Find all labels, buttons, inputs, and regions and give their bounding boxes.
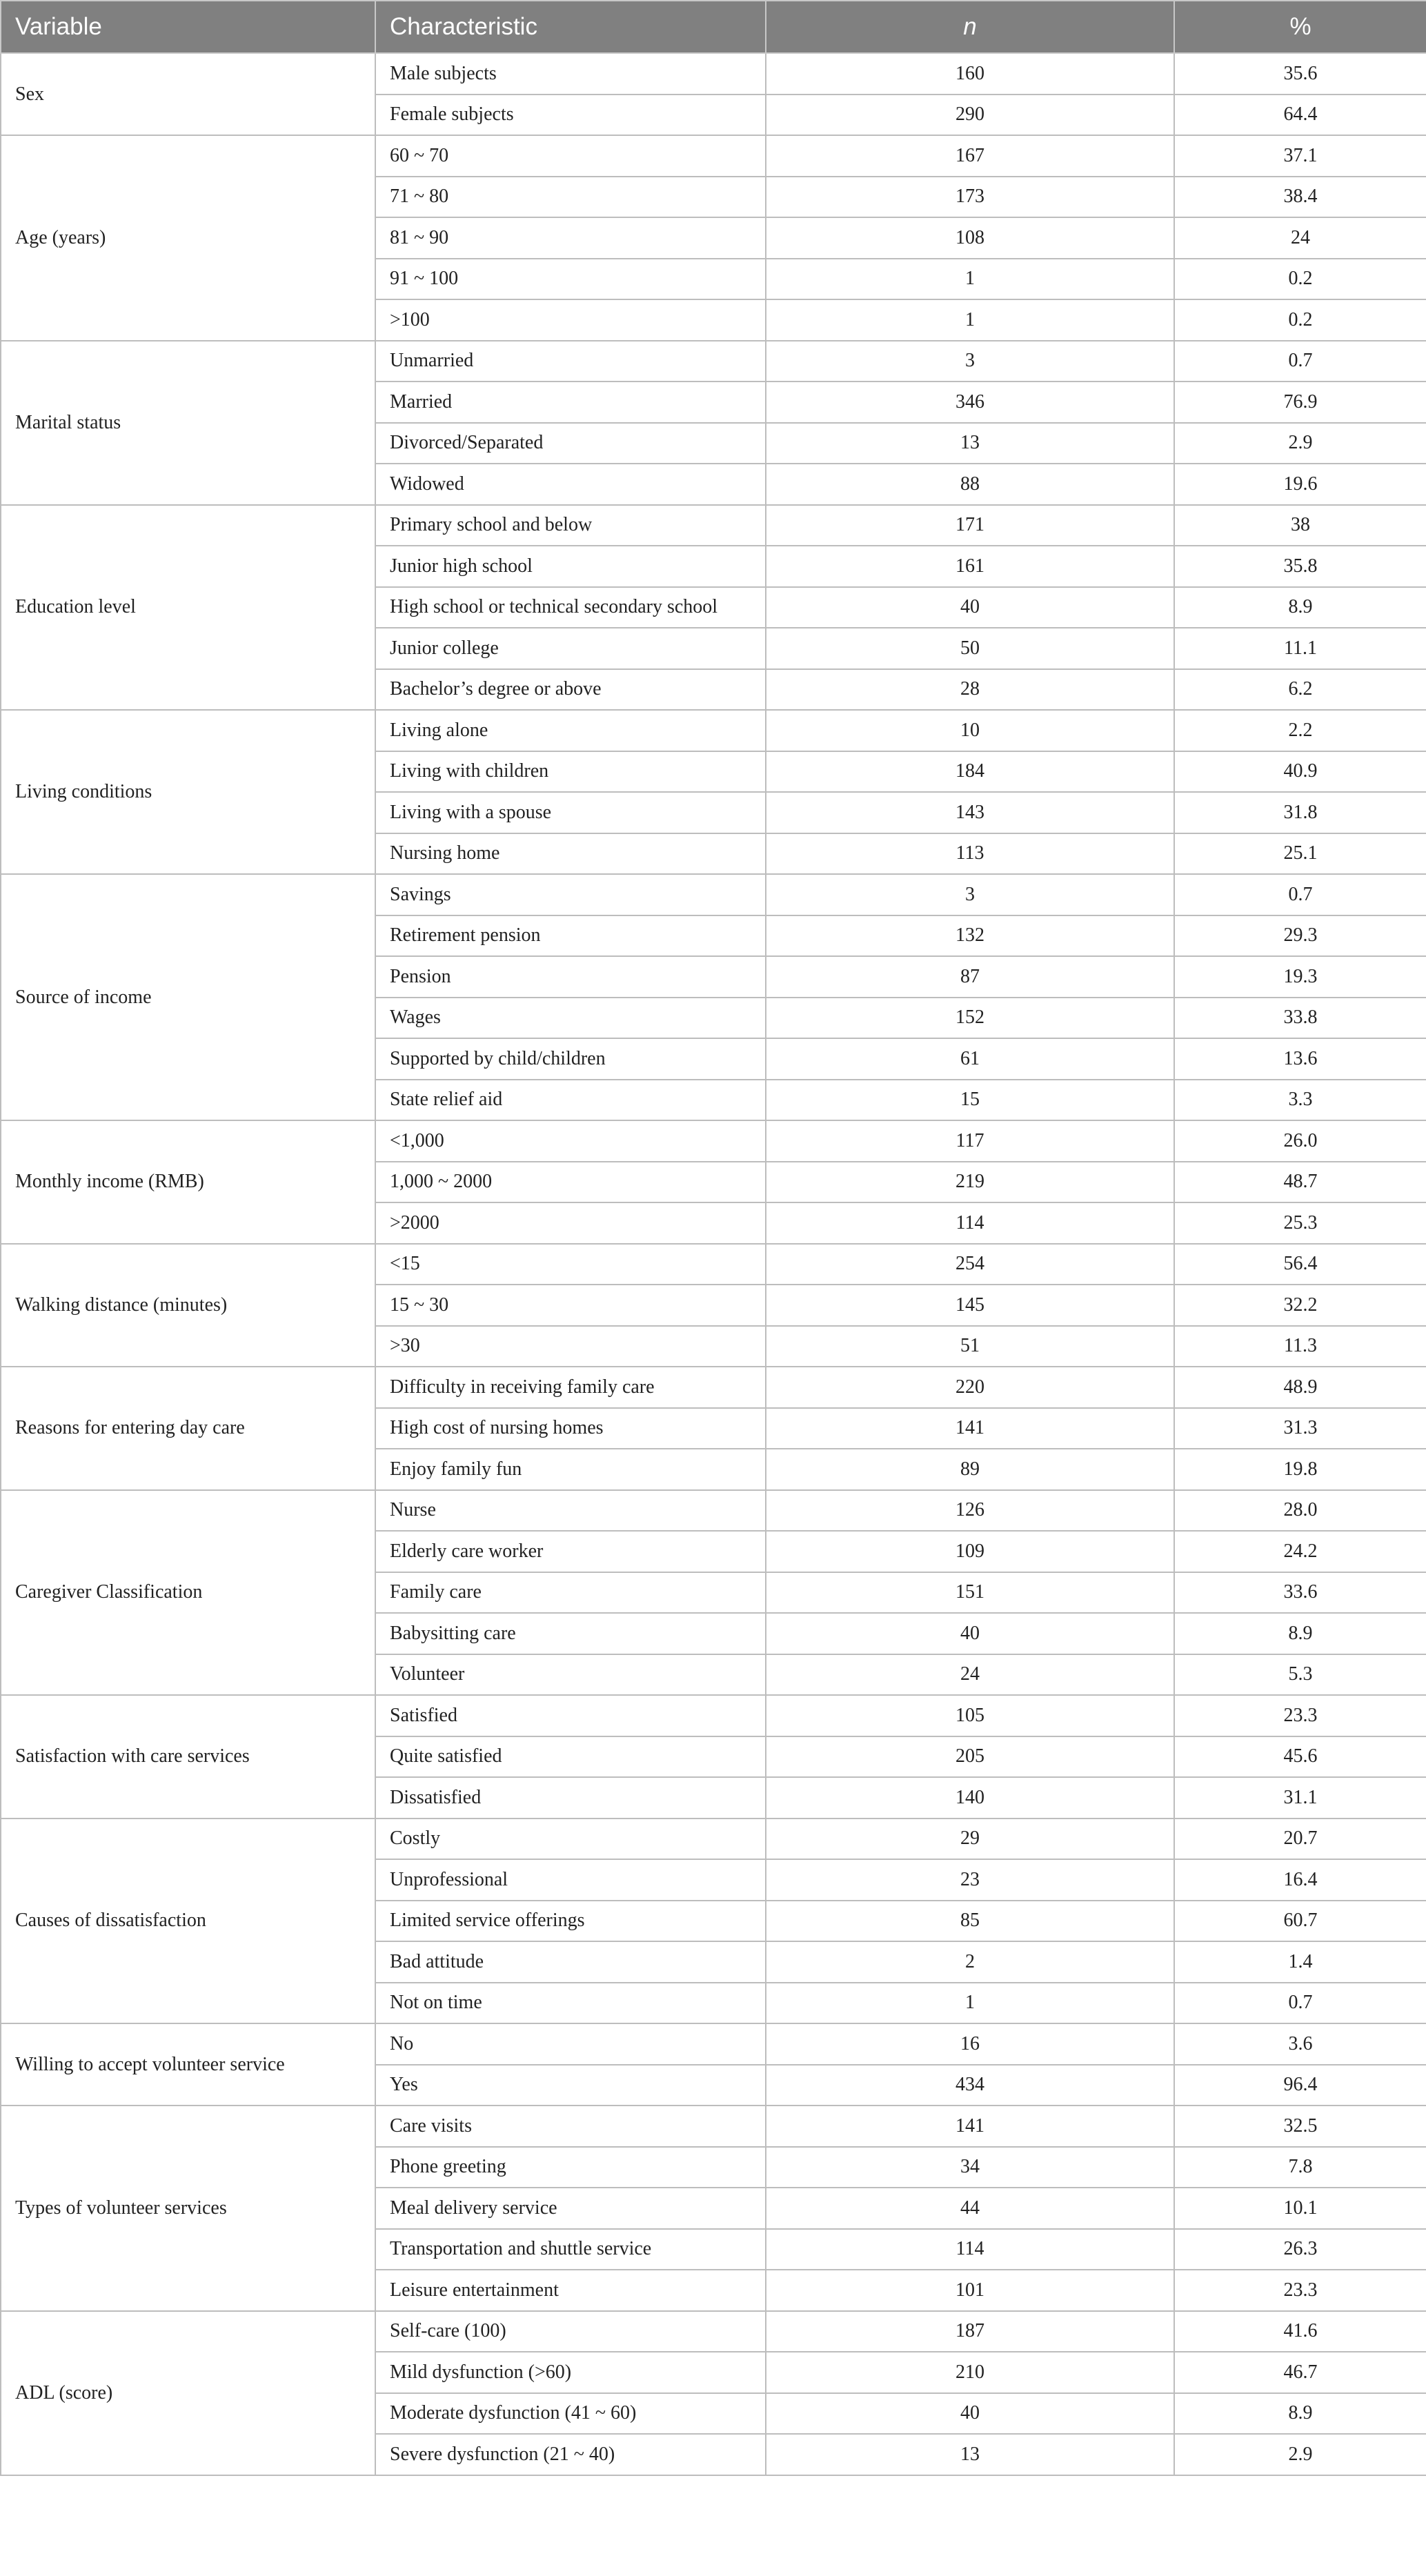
- percent-cell: 10.1: [1174, 2188, 1426, 2229]
- characteristic-cell: Elderly care worker: [375, 1531, 766, 1572]
- percent-cell: 23.3: [1174, 2270, 1426, 2311]
- characteristic-cell: Phone greeting: [375, 2147, 766, 2188]
- count-cell: 1: [766, 1983, 1174, 2024]
- characteristic-cell: Unmarried: [375, 341, 766, 382]
- count-cell: 220: [766, 1367, 1174, 1408]
- characteristic-cell: Leisure entertainment: [375, 2270, 766, 2311]
- count-cell: 40: [766, 587, 1174, 628]
- characteristic-cell: Bad attitude: [375, 1941, 766, 1983]
- characteristic-cell: 15 ~ 30: [375, 1285, 766, 1326]
- count-cell: 3: [766, 874, 1174, 915]
- percent-cell: 3.6: [1174, 2023, 1426, 2065]
- count-cell: 161: [766, 546, 1174, 587]
- count-cell: 160: [766, 53, 1174, 95]
- count-cell: 254: [766, 1244, 1174, 1285]
- count-cell: 109: [766, 1531, 1174, 1572]
- percent-cell: 24: [1174, 217, 1426, 259]
- header-variable: Variable: [1, 1, 375, 53]
- characteristic-cell: 91 ~ 100: [375, 259, 766, 300]
- variable-cell: Satisfaction with care services: [1, 1695, 375, 1819]
- count-cell: 210: [766, 2352, 1174, 2393]
- variable-cell: Walking distance (minutes): [1, 1244, 375, 1367]
- variable-cell: Marital status: [1, 341, 375, 505]
- percent-cell: 31.8: [1174, 792, 1426, 833]
- variable-cell: Causes of dissatisfaction: [1, 1819, 375, 2024]
- characteristic-cell: Living with children: [375, 751, 766, 793]
- characteristic-cell: Married: [375, 382, 766, 423]
- characteristic-cell: Junior college: [375, 628, 766, 669]
- variable-cell: Source of income: [1, 874, 375, 1120]
- percent-cell: 11.1: [1174, 628, 1426, 669]
- percent-cell: 2.2: [1174, 710, 1426, 751]
- characteristic-cell: Savings: [375, 874, 766, 915]
- table-row: [1, 341, 1426, 382]
- characteristic-cell: Volunteer: [375, 1654, 766, 1696]
- header-row: [1, 1, 1426, 53]
- count-cell: 13: [766, 2434, 1174, 2475]
- count-cell: 141: [766, 2106, 1174, 2147]
- characteristic-cell: <1,000: [375, 1120, 766, 1162]
- count-cell: 23: [766, 1859, 1174, 1901]
- count-cell: 34: [766, 2147, 1174, 2188]
- characteristic-cell: >2000: [375, 1202, 766, 1244]
- count-cell: 141: [766, 1408, 1174, 1449]
- characteristic-cell: Wages: [375, 998, 766, 1039]
- count-cell: 145: [766, 1285, 1174, 1326]
- count-cell: 50: [766, 628, 1174, 669]
- characteristic-cell: Divorced/Separated: [375, 423, 766, 464]
- characteristic-cell: Mild dysfunction (>60): [375, 2352, 766, 2393]
- header-characteristic: Characteristic: [375, 1, 766, 53]
- characteristic-cell: Supported by child/children: [375, 1038, 766, 1080]
- count-cell: 3: [766, 341, 1174, 382]
- count-cell: 105: [766, 1695, 1174, 1736]
- percent-cell: 0.7: [1174, 874, 1426, 915]
- characteristic-cell: High school or technical secondary school: [375, 587, 766, 628]
- characteristic-cell: Enjoy family fun: [375, 1449, 766, 1490]
- count-cell: 10: [766, 710, 1174, 751]
- characteristic-cell: 60 ~ 70: [375, 135, 766, 177]
- percent-cell: 0.7: [1174, 341, 1426, 382]
- characteristic-cell: Babysitting care: [375, 1613, 766, 1654]
- percent-cell: 0.2: [1174, 259, 1426, 300]
- percent-cell: 28.0: [1174, 1490, 1426, 1532]
- percent-cell: 48.7: [1174, 1162, 1426, 1203]
- count-cell: 290: [766, 95, 1174, 136]
- percent-cell: 29.3: [1174, 915, 1426, 957]
- table-header: [1, 1, 1426, 53]
- characteristic-cell: Transportation and shuttle service: [375, 2229, 766, 2270]
- header-n: n: [766, 1, 1174, 53]
- characteristic-cell: Living alone: [375, 710, 766, 751]
- percent-cell: 2.9: [1174, 423, 1426, 464]
- count-cell: 40: [766, 1613, 1174, 1654]
- count-cell: 87: [766, 956, 1174, 998]
- characteristic-cell: Difficulty in receiving family care: [375, 1367, 766, 1408]
- percent-cell: 20.7: [1174, 1819, 1426, 1860]
- percent-cell: 6.2: [1174, 669, 1426, 711]
- percent-cell: 45.6: [1174, 1736, 1426, 1778]
- percent-cell: 7.8: [1174, 2147, 1426, 2188]
- variable-cell: Age (years): [1, 135, 375, 341]
- table-row: [1, 2311, 1426, 2352]
- percent-cell: 32.5: [1174, 2106, 1426, 2147]
- percent-cell: 25.3: [1174, 1202, 1426, 1244]
- characteristic-cell: Meal delivery service: [375, 2188, 766, 2229]
- characteristic-cell: Primary school and below: [375, 505, 766, 546]
- count-cell: 152: [766, 998, 1174, 1039]
- characteristic-cell: <15: [375, 1244, 766, 1285]
- percent-cell: 23.3: [1174, 1695, 1426, 1736]
- percent-cell: 8.9: [1174, 587, 1426, 628]
- characteristic-cell: Not on time: [375, 1983, 766, 2024]
- variable-cell: Living conditions: [1, 710, 375, 874]
- variable-cell: ADL (score): [1, 2311, 375, 2475]
- percent-cell: 48.9: [1174, 1367, 1426, 1408]
- variable-cell: Caregiver Classification: [1, 1490, 375, 1696]
- table-row: [1, 505, 1426, 546]
- percent-cell: 5.3: [1174, 1654, 1426, 1696]
- percent-cell: 37.1: [1174, 135, 1426, 177]
- characteristic-cell: >100: [375, 299, 766, 341]
- count-cell: 173: [766, 177, 1174, 218]
- characteristic-cell: 1,000 ~ 2000: [375, 1162, 766, 1203]
- count-cell: 24: [766, 1654, 1174, 1696]
- percent-cell: 26.3: [1174, 2229, 1426, 2270]
- percent-cell: 33.6: [1174, 1572, 1426, 1614]
- table-row: [1, 1367, 1426, 1408]
- characteristic-cell: Dissatisfied: [375, 1777, 766, 1819]
- count-cell: 113: [766, 833, 1174, 875]
- percent-cell: 2.9: [1174, 2434, 1426, 2475]
- percent-cell: 0.2: [1174, 299, 1426, 341]
- count-cell: 187: [766, 2311, 1174, 2352]
- characteristic-cell: Moderate dysfunction (41 ~ 60): [375, 2393, 766, 2435]
- percent-cell: 13.6: [1174, 1038, 1426, 1080]
- percent-cell: 64.4: [1174, 95, 1426, 136]
- percent-cell: 38: [1174, 505, 1426, 546]
- count-cell: 167: [766, 135, 1174, 177]
- percent-cell: 76.9: [1174, 382, 1426, 423]
- count-cell: 171: [766, 505, 1174, 546]
- count-cell: 1: [766, 299, 1174, 341]
- count-cell: 85: [766, 1901, 1174, 1942]
- count-cell: 114: [766, 1202, 1174, 1244]
- count-cell: 114: [766, 2229, 1174, 2270]
- variable-cell: Monthly income (RMB): [1, 1120, 375, 1244]
- percent-cell: 16.4: [1174, 1859, 1426, 1901]
- percent-cell: 11.3: [1174, 1326, 1426, 1367]
- variable-cell: Willing to accept volunteer service: [1, 2023, 375, 2106]
- count-cell: 2: [766, 1941, 1174, 1983]
- count-cell: 434: [766, 2065, 1174, 2106]
- characteristic-cell: High cost of nursing homes: [375, 1408, 766, 1449]
- characteristic-cell: Family care: [375, 1572, 766, 1614]
- percent-cell: 0.7: [1174, 1983, 1426, 2024]
- count-cell: 89: [766, 1449, 1174, 1490]
- percent-cell: 96.4: [1174, 2065, 1426, 2106]
- characteristic-cell: Costly: [375, 1819, 766, 1860]
- percent-cell: 46.7: [1174, 2352, 1426, 2393]
- table-row: [1, 135, 1426, 177]
- count-cell: 101: [766, 2270, 1174, 2311]
- table-row: [1, 1120, 1426, 1162]
- characteristic-cell: Living with a spouse: [375, 792, 766, 833]
- percent-cell: 8.9: [1174, 1613, 1426, 1654]
- count-cell: 13: [766, 423, 1174, 464]
- count-cell: 16: [766, 2023, 1174, 2065]
- variable-cell: Education level: [1, 505, 375, 711]
- count-cell: 88: [766, 464, 1174, 505]
- count-cell: 51: [766, 1326, 1174, 1367]
- characteristic-cell: >30: [375, 1326, 766, 1367]
- percent-cell: 24.2: [1174, 1531, 1426, 1572]
- count-cell: 140: [766, 1777, 1174, 1819]
- table-row: [1, 2106, 1426, 2147]
- percent-cell: 40.9: [1174, 751, 1426, 793]
- percent-cell: 31.1: [1174, 1777, 1426, 1819]
- variable-cell: Sex: [1, 53, 375, 135]
- percent-cell: 26.0: [1174, 1120, 1426, 1162]
- count-cell: 1: [766, 259, 1174, 300]
- characteristic-cell: Severe dysfunction (21 ~ 40): [375, 2434, 766, 2475]
- count-cell: 151: [766, 1572, 1174, 1614]
- characteristic-cell: Unprofessional: [375, 1859, 766, 1901]
- characteristic-cell: State relief aid: [375, 1080, 766, 1121]
- count-cell: 126: [766, 1490, 1174, 1532]
- variable-cell: Reasons for entering day care: [1, 1367, 375, 1490]
- table-row: [1, 2023, 1426, 2065]
- characteristic-cell: Junior high school: [375, 546, 766, 587]
- count-cell: 108: [766, 217, 1174, 259]
- table-row: [1, 1819, 1426, 1860]
- percent-cell: 35.8: [1174, 546, 1426, 587]
- count-cell: 15: [766, 1080, 1174, 1121]
- characteristic-cell: Quite satisfied: [375, 1736, 766, 1778]
- variable-cell: Types of volunteer services: [1, 2106, 375, 2311]
- count-cell: 28: [766, 669, 1174, 711]
- table-body: [1, 53, 1426, 2475]
- characteristic-cell: Retirement pension: [375, 915, 766, 957]
- percent-cell: 19.6: [1174, 464, 1426, 505]
- percent-cell: 56.4: [1174, 1244, 1426, 1285]
- table-row: [1, 874, 1426, 915]
- characteristic-cell: Care visits: [375, 2106, 766, 2147]
- table-row: [1, 1695, 1426, 1736]
- count-cell: 61: [766, 1038, 1174, 1080]
- characteristic-cell: No: [375, 2023, 766, 2065]
- percent-cell: 41.6: [1174, 2311, 1426, 2352]
- table-row: [1, 53, 1426, 95]
- percent-cell: 19.3: [1174, 956, 1426, 998]
- count-cell: 219: [766, 1162, 1174, 1203]
- percent-cell: 32.2: [1174, 1285, 1426, 1326]
- count-cell: 117: [766, 1120, 1174, 1162]
- table-row: [1, 1490, 1426, 1532]
- percent-cell: 3.3: [1174, 1080, 1426, 1121]
- header-percent: %: [1174, 1, 1426, 53]
- characteristic-cell: Widowed: [375, 464, 766, 505]
- percent-cell: 35.6: [1174, 53, 1426, 95]
- table-row: [1, 710, 1426, 751]
- characteristic-cell: Bachelor’s degree or above: [375, 669, 766, 711]
- count-cell: 184: [766, 751, 1174, 793]
- percent-cell: 38.4: [1174, 177, 1426, 218]
- count-cell: 44: [766, 2188, 1174, 2229]
- percent-cell: 19.8: [1174, 1449, 1426, 1490]
- percent-cell: 8.9: [1174, 2393, 1426, 2435]
- characteristic-cell: Nursing home: [375, 833, 766, 875]
- characteristic-cell: Female subjects: [375, 95, 766, 136]
- count-cell: 29: [766, 1819, 1174, 1860]
- characteristic-cell: Limited service offerings: [375, 1901, 766, 1942]
- table-row: [1, 1244, 1426, 1285]
- percent-cell: 60.7: [1174, 1901, 1426, 1942]
- count-cell: 346: [766, 382, 1174, 423]
- percent-cell: 33.8: [1174, 998, 1426, 1039]
- characteristic-cell: Male subjects: [375, 53, 766, 95]
- characteristic-cell: Self-care (100): [375, 2311, 766, 2352]
- characteristic-cell: Satisfied: [375, 1695, 766, 1736]
- count-cell: 143: [766, 792, 1174, 833]
- percent-cell: 25.1: [1174, 833, 1426, 875]
- characteristic-cell: Yes: [375, 2065, 766, 2106]
- characteristic-cell: 81 ~ 90: [375, 217, 766, 259]
- count-cell: 205: [766, 1736, 1174, 1778]
- percent-cell: 31.3: [1174, 1408, 1426, 1449]
- characteristic-cell: Nurse: [375, 1490, 766, 1532]
- characteristic-cell: 71 ~ 80: [375, 177, 766, 218]
- count-cell: 40: [766, 2393, 1174, 2435]
- characteristic-cell: Pension: [375, 956, 766, 998]
- count-cell: 132: [766, 915, 1174, 957]
- percent-cell: 1.4: [1174, 1941, 1426, 1983]
